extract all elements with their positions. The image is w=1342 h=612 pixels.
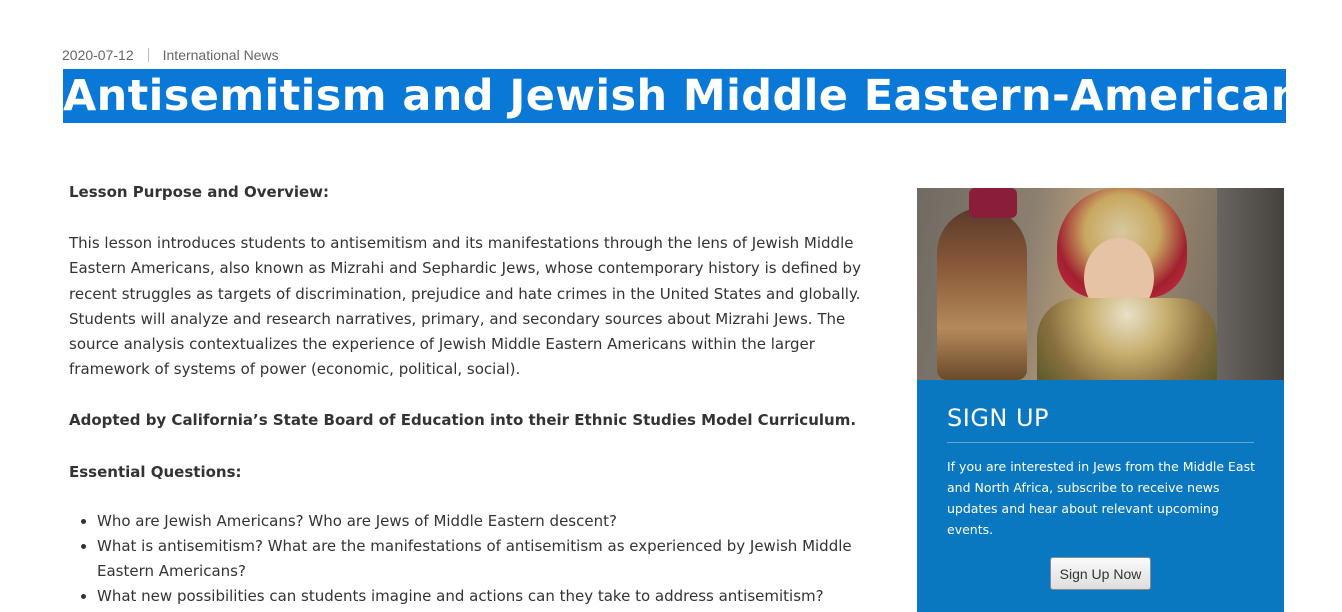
overview-paragraph: This lesson introduces students to antisemitism and its manifestations through the lens of Jewish Middle Eastern Americans, also known as Mizrahi and Sephardic Jews, whose contemporary history is defined by recent struggles as targets of discrimination, prejudice and hate crimes in the United States and globally. Students will analyze and research narratives, primary, and secondary sources about Mizrahi Jews. The source analysis contextualizes the experience of Jewish Middle Eastern Americans within the larger framework of systems of power (economic, political, social). [69, 234, 861, 379]
meta-divider [148, 48, 149, 62]
list-item: • What new possibilities can students imagine and actions can they take to address antisemitism? [97, 584, 899, 609]
photo-wall-shape [1217, 188, 1284, 380]
title-selection-highlight [63, 69, 1328, 123]
signup-title: SIGN UP [947, 404, 1050, 432]
sign-up-button[interactable]: Sign Up Now [1050, 557, 1151, 590]
photo-jewelry-shape [1037, 298, 1217, 380]
signup-description: If you are interested in Jews from the Middle East and North Africa, subscribe to receive news updates and hear about relevant upcoming events. [947, 459, 1255, 537]
purpose-heading: Lesson Purpose and Overview: [69, 183, 330, 201]
questions-list [69, 509, 899, 610]
photo-hat-shape [969, 188, 1017, 218]
signup-divider [947, 442, 1254, 443]
adopted-statement: Adopted by California’s State Board of Education into their Ethnic Studies Model Curriculum. [69, 411, 857, 430]
post-category-link[interactable]: International News [162, 47, 279, 63]
couple-photo [917, 188, 1284, 380]
questions-heading: Essential Questions: [69, 462, 242, 481]
post-meta [62, 47, 279, 63]
post-date: 2020-07-12 [62, 47, 134, 63]
page-title: Antisemitism and Jewish Middle Eastern-Americans [63, 71, 1328, 121]
list-item: • Who are Jewish Americans? Who are Jews of Middle Eastern descent? [97, 509, 899, 534]
photo-groom-shape [937, 208, 1027, 380]
signup-widget [917, 188, 1284, 612]
article-body [69, 180, 899, 610]
list-item: • What is antisemitism? What are the manifestations of antisemitism as experienced by Jewish Middle Eastern Americans? [97, 534, 899, 584]
